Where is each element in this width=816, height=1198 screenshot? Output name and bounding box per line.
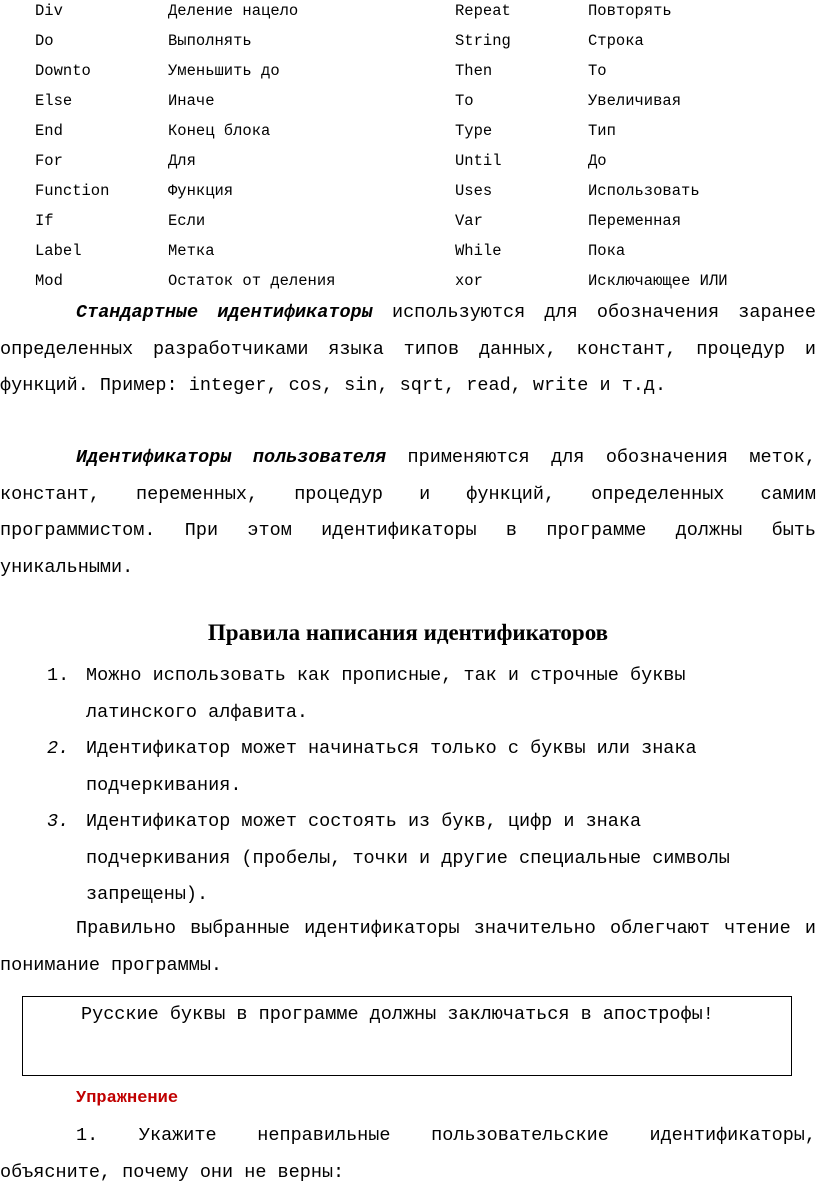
exercise-text: 1. Укажите неправильные пользовательские идентификаторы, объясните, почему они не верны: (0, 1125, 816, 1183)
keyword-translation: Деление нацело (168, 2, 299, 20)
keyword-translation: Пока (588, 242, 626, 260)
list-item (0, 658, 786, 731)
keyword-translation: Строка (588, 32, 644, 50)
table-row (35, 86, 795, 116)
keyword-translation: Иначе (168, 92, 215, 110)
keyword: xor (455, 272, 483, 290)
keyword-table (35, 0, 795, 296)
rules-list (0, 658, 816, 914)
keyword-translation: Использовать (588, 182, 700, 200)
exercise-title: Упражнение (76, 1089, 179, 1108)
keyword-translation: Переменная (588, 212, 682, 230)
keyword: End (35, 122, 63, 140)
keyword: Repeat (455, 2, 511, 20)
list-number: 3. (47, 811, 70, 832)
keyword-translation: Повторять (588, 2, 672, 20)
keyword: Div (35, 2, 63, 20)
conclusion-paragraph: Правильно выбранные идентификаторы значительно облегчают чтение и понимание программы. (0, 918, 816, 976)
section-title: Правила написания идентификаторов (207, 620, 609, 645)
keyword-translation: Для (168, 152, 196, 170)
keyword: String (455, 32, 511, 50)
keyword-translation: Метка (168, 242, 215, 260)
table-row (35, 0, 795, 26)
keyword: Downto (35, 62, 91, 80)
table-row (35, 176, 795, 206)
keyword: Mod (35, 272, 63, 290)
keyword: Until (455, 152, 502, 170)
keyword: Do (35, 32, 54, 50)
keyword: Function (35, 182, 110, 200)
rule-text: Можно использовать как прописные, так и строчные буквы латинского алфавита. (86, 665, 686, 723)
table-row (35, 236, 795, 266)
standard-identifiers-term: Стандартные идентификаторы (76, 302, 373, 323)
table-row (35, 146, 795, 176)
keyword-translation: Функция (168, 182, 234, 200)
table-row (35, 116, 795, 146)
keyword: Var (455, 212, 483, 230)
keyword: Label (35, 242, 82, 260)
keyword: Type (455, 122, 493, 140)
keyword-translation: То (588, 62, 607, 80)
keyword: To (455, 92, 474, 110)
list-number: 2. (47, 738, 70, 759)
standard-identifiers-paragraph (0, 295, 816, 405)
rule-text: Идентификатор может начинаться только с буквы или знака подчеркивания. (86, 738, 697, 796)
list-number: 1. (47, 665, 70, 686)
table-row (35, 26, 795, 56)
user-identifiers-term: Идентификаторы пользователя (76, 447, 387, 468)
list-item (0, 731, 786, 804)
table-row (35, 56, 795, 86)
keyword: If (35, 212, 54, 230)
note-box (22, 996, 792, 1076)
keyword-translation: Увеличивая (588, 92, 682, 110)
keyword: For (35, 152, 63, 170)
rule-text: Идентификатор может состоять из букв, цифр и знака подчеркивания (пробелы, точки и другие специальные символы запрещены). (86, 811, 730, 905)
keyword-translation: Исключающее ИЛИ (588, 272, 728, 290)
standard-identifiers-text: используются для обозначения заранее определенных разработчиками языка типов данных, констант, процедур и функций. Пример: integer, cos, sin, sqrt, read, write и т.д. (0, 302, 816, 396)
keyword-translation: Тип (588, 122, 616, 140)
keyword: Then (455, 62, 493, 80)
keyword: Uses (455, 182, 493, 200)
keyword-translation: Конец блока (168, 122, 271, 140)
keyword-translation: Уменьшить до (168, 62, 280, 80)
keyword-translation: Остаток от деления (168, 272, 336, 290)
table-row (35, 266, 795, 296)
keyword: While (455, 242, 502, 260)
keyword-translation: Если (168, 212, 206, 230)
table-row (35, 206, 795, 236)
list-item (0, 804, 786, 914)
keyword-translation: До (588, 152, 607, 170)
keyword: Else (35, 92, 73, 110)
keyword-translation: Выполнять (168, 32, 252, 50)
user-identifiers-text: применяются для обозначения меток, констант, переменных, процедур и функций, определенных самим программистом. При этом идентификаторы в программе должны быть уникальными. (0, 447, 816, 578)
user-identifiers-paragraph (0, 440, 816, 586)
note-text: Русские буквы в программе должны заключаться в апострофы! (81, 1004, 714, 1025)
